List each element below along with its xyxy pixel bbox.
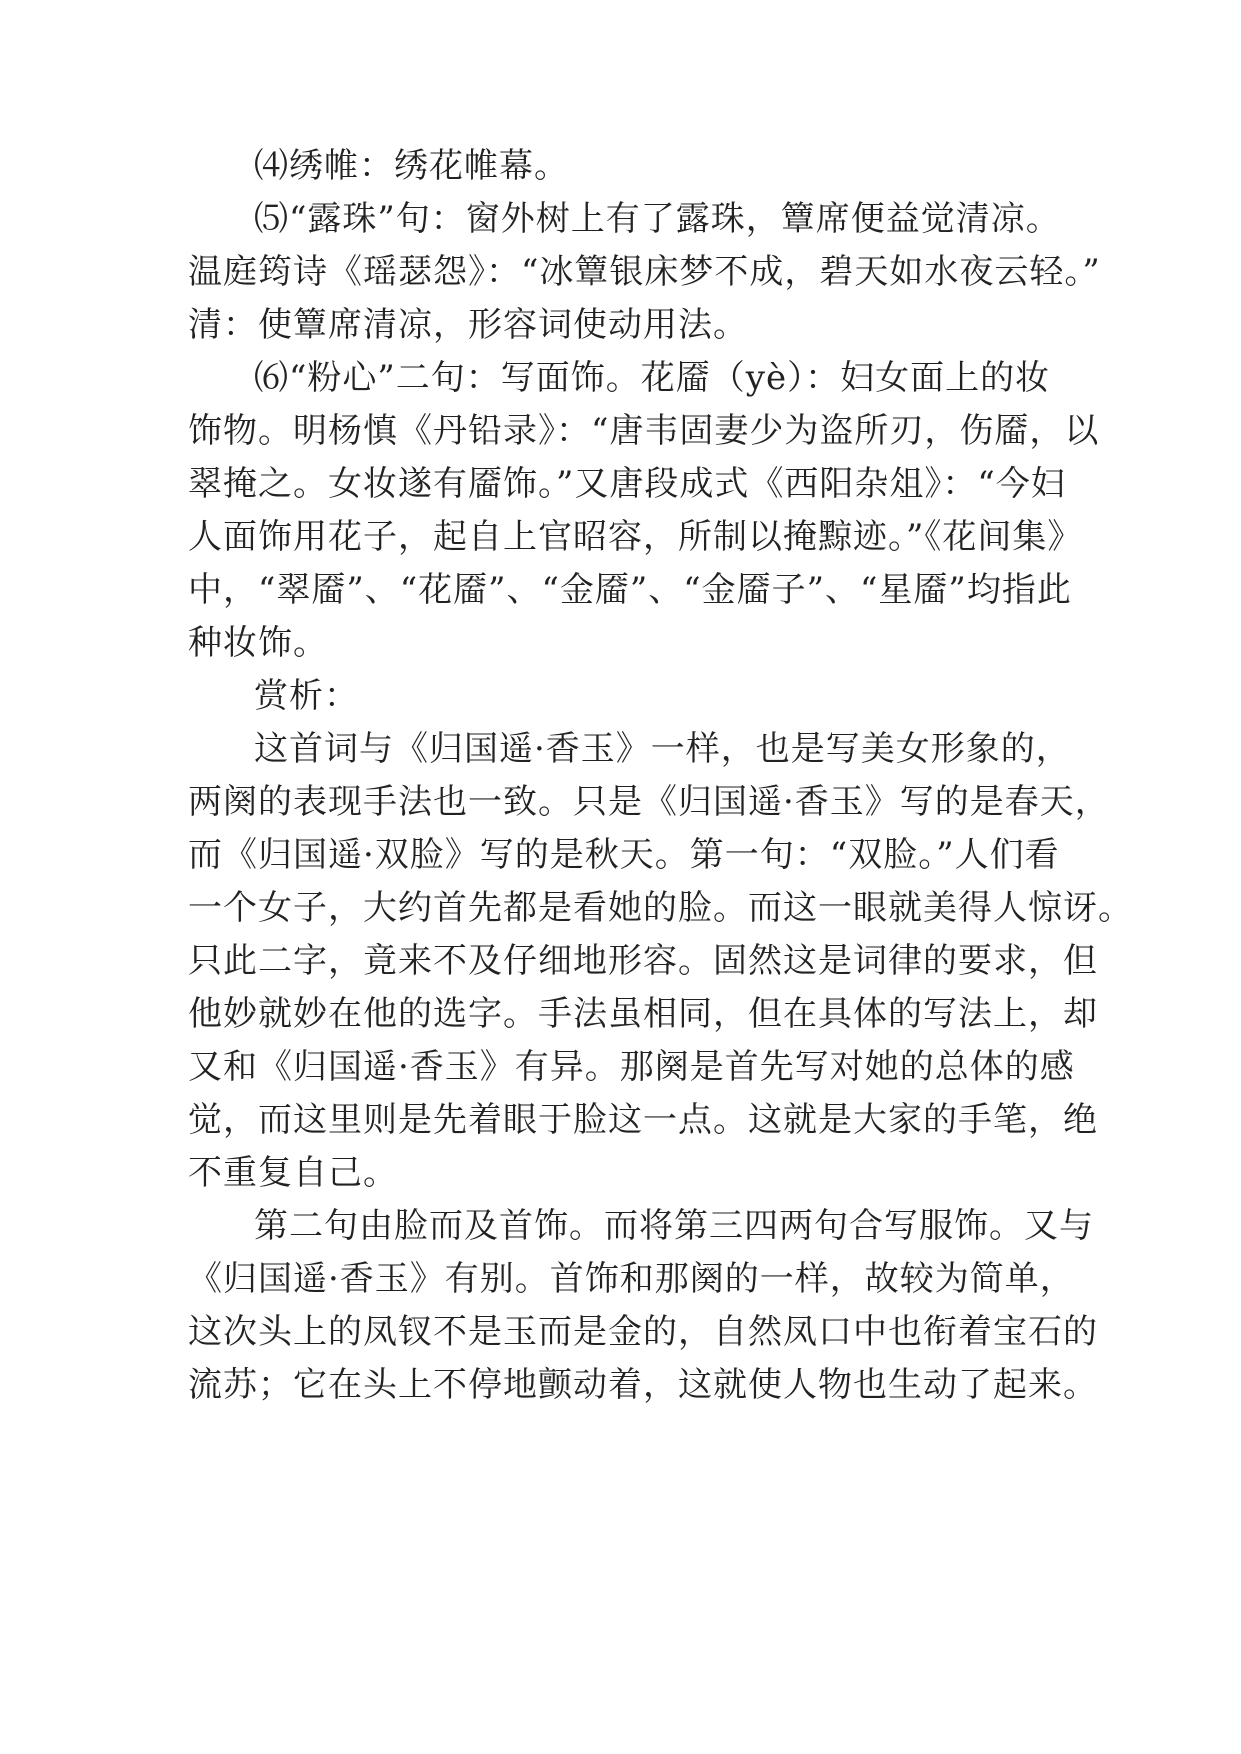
text-line: 两阕的表现手法也一致。只是《归国遥·香玉》写的是春天， [188, 782, 1110, 822]
text-line: 觉，而这里则是先着眼于脸这一点。这就是大家的手笔，绝 [188, 1100, 1098, 1140]
text-line: ⑸“露珠”句：窗外树上有了露珠，簟席便益觉清凉。 [254, 199, 1061, 239]
text-line: 这首词与《归国遥·香玉》一样，也是写美女形象的， [254, 729, 1071, 769]
text-line: 翠掩之。女妆遂有靥饰。”又唐段成式《西阳杂俎》：“今妇 [188, 464, 1066, 504]
text-line: 他妙就妙在他的选字。手法虽相同，但在具体的写法上，却 [188, 994, 1098, 1034]
text-line: ⑷绣帷：绣花帷幕。 [254, 146, 569, 186]
text-line: 流苏；它在头上不停地颤动着，这就使人物也生动了起来。 [188, 1365, 1098, 1405]
text-line: 人面饰用花子，起自上官昭容，所制以掩黥迹。”《花间集》 [188, 517, 1083, 557]
text-line: 一个女子，大约首先都是看她的脸。而这一眼就美得人惊讶。 [188, 888, 1133, 928]
text-line: 第二句由脸而及首饰。而将第三四两句合写服饰。又与 [254, 1206, 1094, 1246]
text-line: 温庭筠诗《瑶瑟怨》：“冰簟银床梦不成，碧天如水夜云轻。” [188, 252, 1101, 292]
text-line: 这次头上的凤钗不是玉而是金的，自然凤口中也衔着宝石的 [188, 1312, 1098, 1352]
section-heading: 赏析： [254, 676, 359, 716]
text-line: 《归国遥·香玉》有别。首饰和那阕的一样，故较为简单， [188, 1259, 1075, 1299]
text-line: 中，“翠靥”、“花靥”、“金靥”、“金靥子”、“星靥”均指此 [188, 570, 1072, 610]
text-line: 而《归国遥·双脸》写的是秋天。第一句：“双脸。”人们看 [188, 835, 1060, 875]
text-line: 饰物。明杨慎《丹铅录》：“唐韦固妻少为盗所刃，伤靥，以 [188, 411, 1100, 451]
text-line: 只此二字，竟来不及仔细地形容。固然这是词律的要求，但 [188, 941, 1098, 981]
text-line: 清：使簟席清凉，形容词使动用法。 [188, 305, 748, 345]
text-line: 种妆饰。 [188, 623, 328, 663]
text-line: 又和《归国遥·香玉》有异。那阕是首先写对她的总体的感 [188, 1047, 1075, 1087]
text-line: ⑹“粉心”二句：写面饰。花靥（yè）：妇女面上的妆 [254, 358, 1051, 398]
text-line: 不重复自己。 [188, 1153, 398, 1193]
